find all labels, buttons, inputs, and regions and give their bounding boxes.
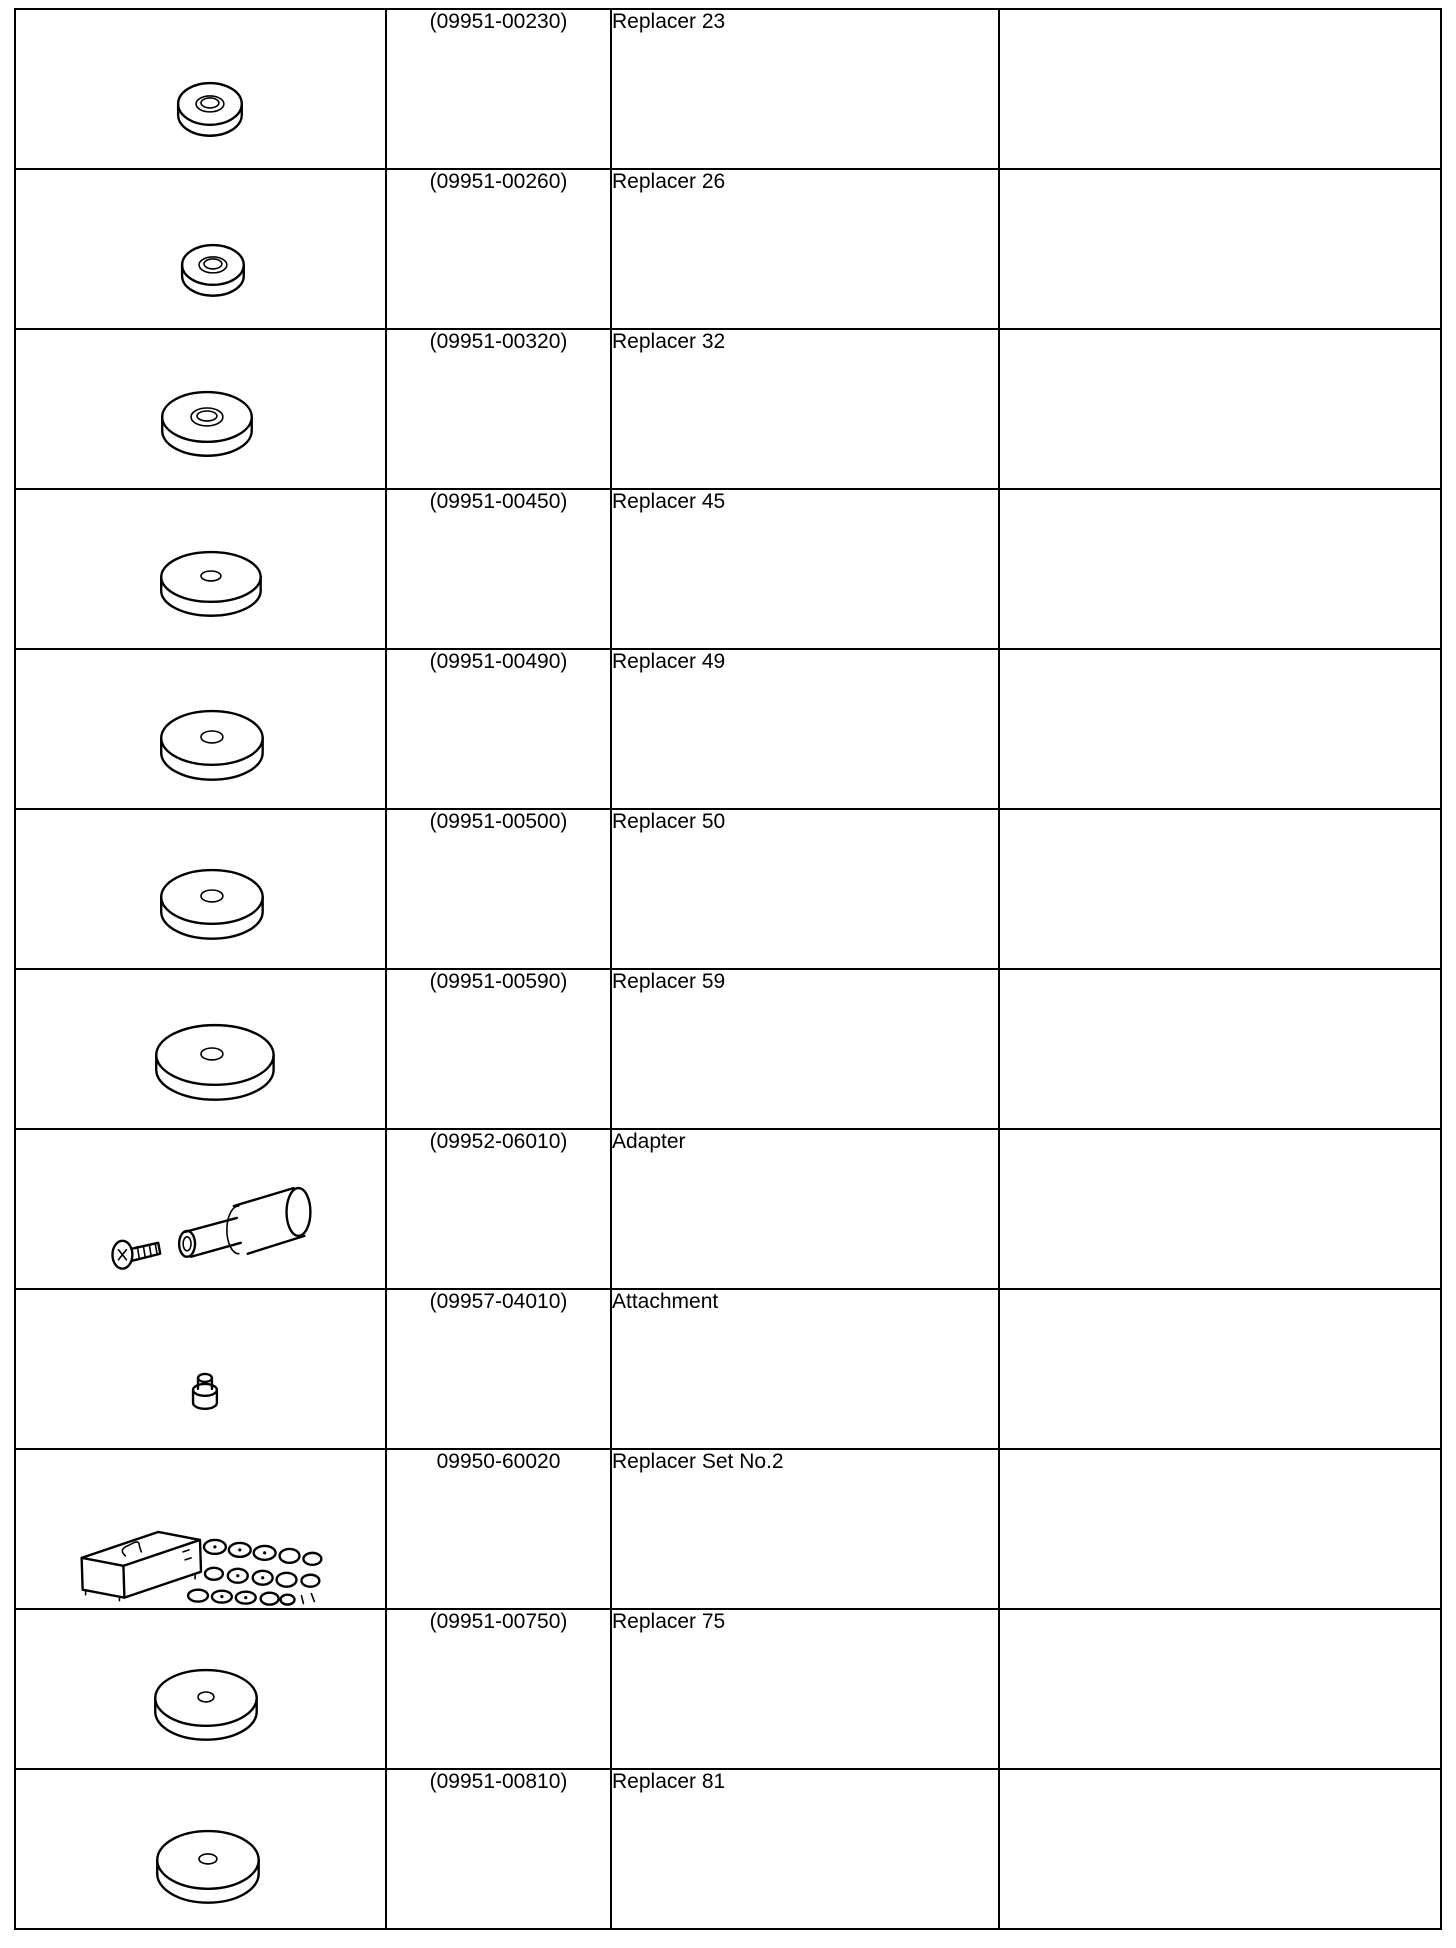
tool-name: Replacer 50 [611, 809, 999, 969]
table-row [15, 1449, 1441, 1609]
remark-cell [999, 969, 1441, 1129]
table-row [15, 9, 1441, 169]
tool-name: Replacer 26 [611, 169, 999, 329]
table-row [15, 1769, 1441, 1929]
illustration-cell [15, 969, 386, 1129]
illustration-cell [15, 1769, 386, 1929]
part-number: 09950-60020 [386, 1449, 611, 1609]
replacer-disc-icon [16, 970, 385, 1128]
illustration-cell [15, 9, 386, 169]
illustration-cell [15, 809, 386, 969]
part-number: (09951-00750) [386, 1609, 611, 1769]
replacer-disc-icon [16, 170, 385, 328]
tool-name: Replacer 59 [611, 969, 999, 1129]
tool-name: Replacer 32 [611, 329, 999, 489]
tool-name: Replacer 23 [611, 9, 999, 169]
tool-name: Replacer Set No.2 [611, 1449, 999, 1609]
illustration-cell [15, 1609, 386, 1769]
table-row [15, 489, 1441, 649]
remark-cell [999, 9, 1441, 169]
table-row [15, 649, 1441, 809]
replacer-disc-icon [16, 1770, 385, 1928]
illustration-cell [15, 329, 386, 489]
part-number: (09951-00230) [386, 9, 611, 169]
tool-name: Attachment [611, 1289, 999, 1449]
remark-cell [999, 169, 1441, 329]
remark-cell [999, 809, 1441, 969]
part-number: (09951-00500) [386, 809, 611, 969]
part-number: (09951-00590) [386, 969, 611, 1129]
tool-name: Replacer 45 [611, 489, 999, 649]
remark-cell [999, 649, 1441, 809]
remark-cell [999, 1289, 1441, 1449]
replacer-set-case-icon [16, 1450, 385, 1608]
replacer-disc-icon [16, 330, 385, 488]
replacer-disc-icon [16, 10, 385, 168]
tool-name: Replacer 49 [611, 649, 999, 809]
replacer-disc-icon [16, 1610, 385, 1768]
part-number: (09951-00810) [386, 1769, 611, 1929]
illustration-cell [15, 1449, 386, 1609]
illustration-cell [15, 1289, 386, 1449]
part-number: (09957-04010) [386, 1289, 611, 1449]
illustration-cell [15, 1129, 386, 1289]
table-row [15, 1129, 1441, 1289]
tool-name: Replacer 81 [611, 1769, 999, 1929]
sst-table [14, 8, 1442, 1930]
tool-name: Replacer 75 [611, 1609, 999, 1769]
tool-name: Adapter [611, 1129, 999, 1289]
part-number: (09951-00490) [386, 649, 611, 809]
table-row [15, 329, 1441, 489]
remark-cell [999, 1769, 1441, 1929]
part-number: (09951-00450) [386, 489, 611, 649]
table-row [15, 1289, 1441, 1449]
table-row [15, 969, 1441, 1129]
remark-cell [999, 1449, 1441, 1609]
part-number: (09952-06010) [386, 1129, 611, 1289]
table-row [15, 809, 1441, 969]
adapter-with-bolt-icon [16, 1130, 385, 1288]
illustration-cell [15, 169, 386, 329]
table-row [15, 1609, 1441, 1769]
illustration-cell [15, 489, 386, 649]
replacer-disc-icon [16, 650, 385, 808]
replacer-disc-icon [16, 810, 385, 968]
remark-cell [999, 329, 1441, 489]
part-number: (09951-00260) [386, 169, 611, 329]
part-number: (09951-00320) [386, 329, 611, 489]
remark-cell [999, 1129, 1441, 1289]
replacer-disc-icon [16, 490, 385, 648]
illustration-cell [15, 649, 386, 809]
remark-cell [999, 489, 1441, 649]
attachment-icon [16, 1290, 385, 1448]
remark-cell [999, 1609, 1441, 1769]
table-row [15, 169, 1441, 329]
